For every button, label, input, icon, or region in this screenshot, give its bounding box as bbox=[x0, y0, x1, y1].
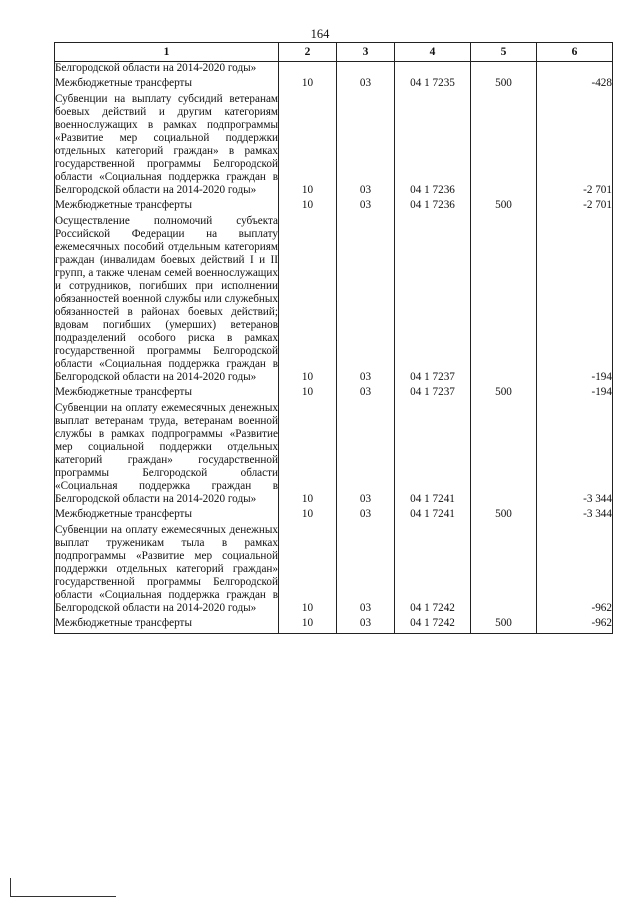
row-description: Межбюджетные трансферты bbox=[55, 197, 279, 215]
row-description: Межбюджетные трансферты bbox=[55, 506, 279, 524]
column-header: 6 bbox=[537, 43, 613, 62]
cell-target-code: 04 1 7235 bbox=[395, 75, 471, 93]
cell-expense-type: 500 bbox=[471, 506, 537, 524]
table-row bbox=[55, 615, 613, 634]
cell-amount bbox=[537, 62, 613, 76]
row-description: Межбюджетные трансферты bbox=[55, 75, 279, 93]
table-row bbox=[55, 215, 613, 384]
cell-subsection bbox=[337, 62, 395, 76]
cell-subsection: 03 bbox=[337, 524, 395, 615]
page-number: 164 bbox=[310, 27, 330, 41]
column-header: 4 bbox=[395, 43, 471, 62]
cell-section: 10 bbox=[279, 197, 337, 215]
table-header-row bbox=[55, 43, 613, 62]
cell-target-code: 04 1 7237 bbox=[395, 384, 471, 402]
cell-section: 10 bbox=[279, 615, 337, 634]
cell-expense-type: 500 bbox=[471, 197, 537, 215]
cell-expense-type: 500 bbox=[471, 384, 537, 402]
cell-target-code: 04 1 7242 bbox=[395, 524, 471, 615]
cell-target-code bbox=[395, 62, 471, 76]
column-header: 2 bbox=[279, 43, 337, 62]
cell-amount: -962 bbox=[537, 524, 613, 615]
cell-amount: -3 344 bbox=[537, 402, 613, 506]
table-row bbox=[55, 93, 613, 197]
cell-section: 10 bbox=[279, 384, 337, 402]
cell-target-code: 04 1 7237 bbox=[395, 215, 471, 384]
table-row bbox=[55, 197, 613, 215]
cell-amount: -962 bbox=[537, 615, 613, 634]
cell-amount: -194 bbox=[537, 384, 613, 402]
cell-expense-type bbox=[471, 62, 537, 76]
row-description: Субвенции на оплату ежемесячных денежных выплат труженикам тыла в рамках подпрограммы «Развитие мер социальной поддержки отдельных категорий граждан» государственной программы Белгородской области «Социальная поддержка граждан в Белгородской области на 2014-2020 годы» bbox=[55, 524, 278, 614]
table-row bbox=[55, 402, 613, 506]
row-description: Межбюджетные трансферты bbox=[55, 615, 279, 634]
column-header: 1 bbox=[55, 43, 279, 62]
table-row bbox=[55, 62, 613, 76]
cell-subsection: 03 bbox=[337, 615, 395, 634]
cell-target-code: 04 1 7241 bbox=[395, 506, 471, 524]
column-header: 3 bbox=[337, 43, 395, 62]
cell-section: 10 bbox=[279, 524, 337, 615]
cell-amount: -428 bbox=[537, 75, 613, 93]
column-header: 5 bbox=[471, 43, 537, 62]
table-row bbox=[55, 384, 613, 402]
cell-target-code: 04 1 7236 bbox=[395, 197, 471, 215]
cell-section: 10 bbox=[279, 75, 337, 93]
cell-expense-type: 500 bbox=[471, 75, 537, 93]
cell-section: 10 bbox=[279, 93, 337, 197]
cell-section: 10 bbox=[279, 402, 337, 506]
cell-amount: -194 bbox=[537, 215, 613, 384]
cell-subsection: 03 bbox=[337, 506, 395, 524]
cell-expense-type bbox=[471, 215, 537, 384]
budget-table bbox=[54, 42, 613, 634]
scan-corner-mark bbox=[10, 878, 116, 897]
cell-section: 10 bbox=[279, 215, 337, 384]
cell-subsection: 03 bbox=[337, 93, 395, 197]
cell-section bbox=[279, 62, 337, 76]
cell-expense-type bbox=[471, 402, 537, 506]
cell-target-code: 04 1 7242 bbox=[395, 615, 471, 634]
cell-expense-type: 500 bbox=[471, 615, 537, 634]
table-row bbox=[55, 524, 613, 615]
cell-amount: -2 701 bbox=[537, 93, 613, 197]
row-description: Межбюджетные трансферты bbox=[55, 384, 279, 402]
cell-subsection: 03 bbox=[337, 402, 395, 506]
row-description: Субвенции на выплату субсидий ветеранам боевых действий и другим категориям военнослужащих в рамках подпрограммы «Развитие мер социальной поддержки отдельных категорий граждан» в рамках государственной программы Белгородской области «Социальная поддержка граждан в Белгородской области на 2014-2020 годы» bbox=[55, 93, 278, 196]
cell-subsection: 03 bbox=[337, 215, 395, 384]
row-description: Осуществление полномочий субъекта Российской Федерации на выплату ежемесячных пособий отдельным категориям граждан (инвалидам боевых действий I и II групп, а также членам семей военнослужащих и сотрудников, погибших при исполнении обязанностей военной службы или служебных обязанностей в районах боевых действий; вдовам погибших (умерших) ветеранов подразделений особого риска в рамках государственной программы Белгородской области «Социальная поддержка граждан в Белгородской области на 2014-2020 годы» bbox=[55, 215, 278, 383]
row-description: Субвенции на оплату ежемесячных денежных выплат ветеранам труда, ветеранам военной службы в рамках подпрограммы «Развитие мер социальной поддержки отдельных категорий граждан» государственной программы Белгородской области «Социальная поддержка граждан в Белгородской области на 2014-2020 годы» bbox=[55, 402, 278, 505]
cell-section: 10 bbox=[279, 506, 337, 524]
cell-target-code: 04 1 7236 bbox=[395, 93, 471, 197]
cell-subsection: 03 bbox=[337, 75, 395, 93]
cell-amount: -2 701 bbox=[537, 197, 613, 215]
cell-expense-type bbox=[471, 524, 537, 615]
table-row bbox=[55, 506, 613, 524]
table-row bbox=[55, 75, 613, 93]
cell-subsection: 03 bbox=[337, 384, 395, 402]
cell-target-code: 04 1 7241 bbox=[395, 402, 471, 506]
row-description: Белгородской области на 2014-2020 годы» bbox=[55, 62, 279, 76]
cell-amount: -3 344 bbox=[537, 506, 613, 524]
cell-expense-type bbox=[471, 93, 537, 197]
cell-subsection: 03 bbox=[337, 197, 395, 215]
